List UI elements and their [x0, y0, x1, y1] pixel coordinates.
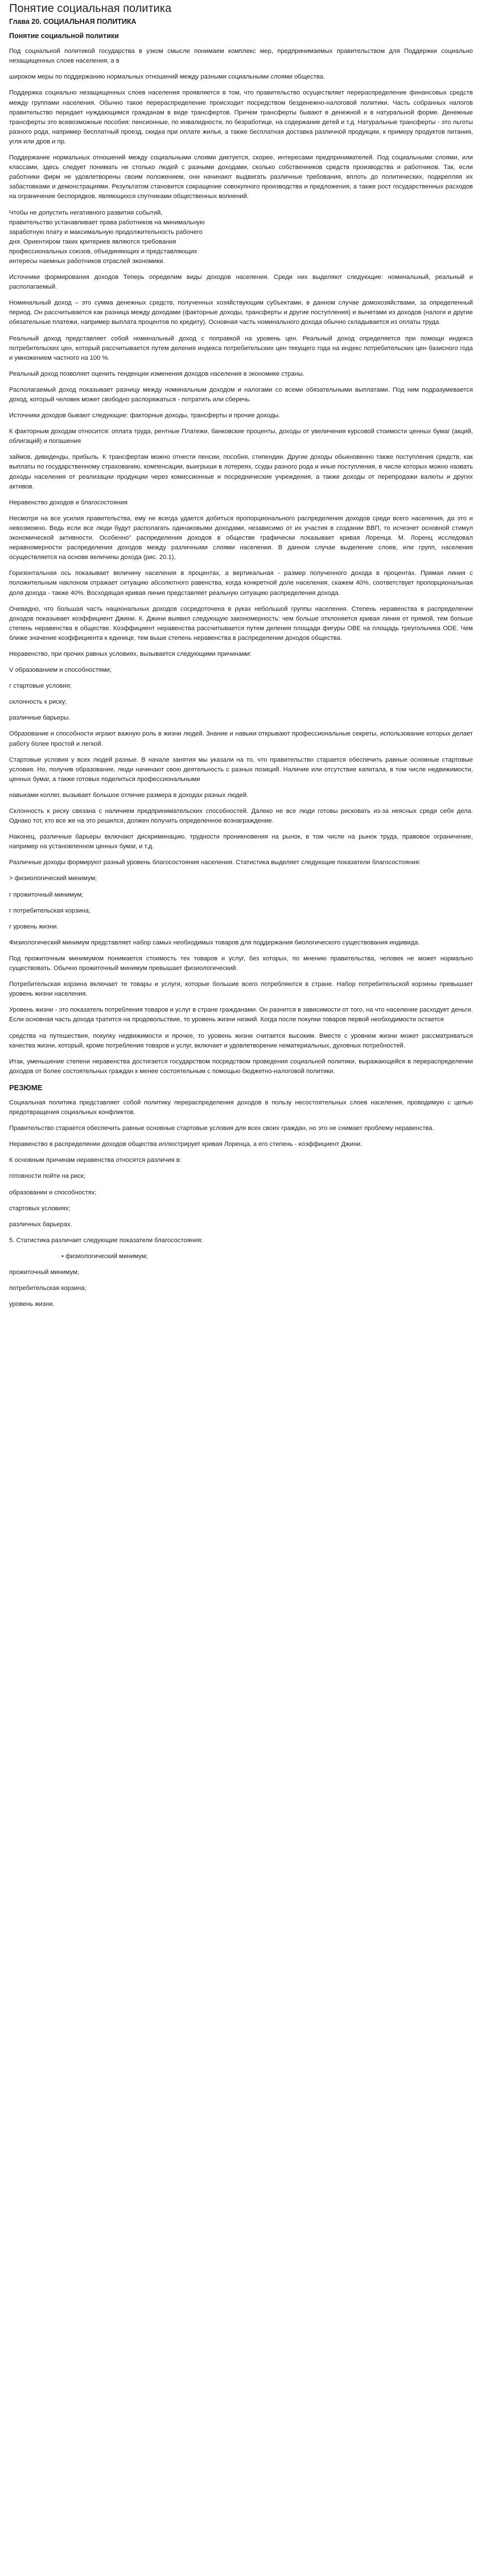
list-item: прожиточный минимум; [9, 1269, 79, 1276]
list-item: • физиологический минимум; [61, 1252, 148, 1260]
paragraph: Итак, уменьшение степени неравенства достигается государством посредством проведения социальной политики, выражающейся в перераспределении доходов от более состоятельных граждан к менее состоятельным с помощью бюджетно-налоговой политики. [9, 1058, 473, 1075]
paragraph: Социальная политика представляет собой политику перераспределения доходов в пользу несостоятельных слоев населения, проводимую с целью предотвращения социальных конфликтов. [9, 1099, 473, 1116]
paragraph: Неравенство в распределении доходов общества иллюстрирует кривая Лоренца, а его степень - коэффициент Джини. [9, 1141, 362, 1148]
text-line: дня. Ориентиром таких критериев являются требования [9, 238, 176, 245]
paragraph: Уровень жизни - это показатель потребления товаров и услуг в стране гражданами. Он разнится в зависимости от того, на что население расходует деньги. Если основная часть дохода тратится на продовольствие, то уровень жизни низкий. Когда после покупки товаров первой необходимости остается [9, 1006, 473, 1024]
text-line: интересы наемных работников отраслей экономики. [9, 257, 165, 265]
paragraph: Поддержка социально незащищенных слоев населения проявляется в том, что правительство осуществляет перераспределение финансовых средств между группами населения. Обычно такое перераспределение происходит посредством безденежно-налоговой политики. Часть собранных налогов правительство передает нуждающимся гражданам в виде трансфертов. Причем трансферты бывают в денежной и в натуральной форме. Денежные трансферты это всевозможные пособия: пенсионные, по инвалидности, по безработице, на содержание детей и т.д. Натуральные трансферты - это льготы разного рода, например бесплатный проезд, скидка при оплате жилья, а также бесплатная доставка различной продукции, к примеру продуктов питания, угля или дров и пр. [9, 89, 473, 145]
paragraph: Несмотря на все усилия правительства, ему не всегда удается добиться пропорционального распределения доходов среди всего населения, да это и невозможно. Ведь если все люди будут располагать одинаковыми доходами, независимо от их участия в создании ВВП, то исчезнет основной стимул экономической активности. Особенно" распределения доходов в обществе графически показывает кривая Лоренца. М. Лоренц исследовал неравномерности распределения доходов между различными слоями населения. В данном случае выделение слоев, или групп, населения осуществляется на основе величины дохода (рис. 20.1), [9, 515, 473, 561]
list-item: г прожиточный минимум; [9, 891, 84, 898]
paragraph: Стартовые условия у всех людей разные. В начале занятия мы указали на то, что правительство старается обеспечить равные основные стартовые условия. Но, получив образование, люди начинают свою деятельность с разных позиций. Наличие или отсутствие капитала, в том числе недвижимости, ценных бумаг, а также готовых поделиться профессиональными [9, 756, 473, 783]
resume-heading: РЕЗЮМЕ [9, 1083, 43, 1092]
paragraph: Под прожиточным минимумом понимается стоимость тех товаров и услуг, без которых, по мнению правительства, человек не может нормально существовать. Обычно прожиточный минимум превышает физиологический. [9, 955, 473, 972]
text-line: Чтобы не допустить негативного развития событий, [9, 209, 163, 216]
list-item: V образованием и способностями; [9, 667, 112, 674]
paragraph: Номинальный доход – это сумма денежных средств, полученных хозяйствующим субъектами, в данном случае домохозяйствами, за определенный период. Он рассчитывается как разница между доходами (факторные доходы, трансферты и другие поступления) и вычетами из доходов (налоги и другие обязательные платежи, например выплата процентов по кредиту). Основная часть номинального дохода обычно складывается из оплаты труда. [9, 299, 473, 326]
list-item: > физиологический минимум; [9, 875, 97, 882]
paragraph: Неравенство, при прочих равных условиях, вызывается следующими причинами: [9, 650, 252, 658]
paragraph: навыками коллег, вызывает большое отличие размера в доходах разных людей. [9, 791, 249, 799]
paragraph: Потребительская корзина включает те товары и услуги, которые большие всего потребляются в стране. Набор потребительской корзины превышает уровень жизни населения. [9, 981, 473, 998]
paragraph: широком меры по поддержанию нормальных отношений между разными социальными слоями общества. [9, 73, 325, 81]
paragraph: Источники доходов бывают следующие: факторные доходы, трансферты и прочие доходы. [9, 412, 281, 420]
page-title: Понятие социальная политика [9, 2, 172, 15]
paragraph: Реальный доход позволяет оценить тенденции изменения доходов населения в экономике страны. [9, 370, 304, 377]
paragraph: Под социальной политикой государства в узком смысле понимаем комплекс мер, предпринимаемых правительством для Поддержки социально незащищенных слоев населения, а в [9, 48, 473, 65]
paragraph: К основным причинам неравенства относятся различия в: [9, 1157, 182, 1164]
paragraph: Физиологический минимум представляет набор самых необходимых товаров для поддержания биологического существования индивида. [9, 939, 420, 946]
text-line: заработную плату и максимальную продолжительность рабочего [9, 228, 203, 236]
paragraph: Источники формирования доходов Теперь определим виды доходов населения. Среди них выделяют следующие: номинальный, реальный и располагаемый. [9, 274, 473, 291]
list-item: г потребительская корзина; [9, 907, 90, 914]
paragraph: Поддержание нормальных отношений между социальными слоями диктуется, скорее, интересами предпринимателей. Под социальными слоями, или классами, здесь следует понимать не столько людей с разными доходами, сколько собственников средств производства и работников. Так, если работники фирм не удовлетворены своим положением, они начинают выдвигать различные требования, вплоть до политических, подкрепляя их забастовками и демонстрациями. Результатом становится сокращение совокупного производства и предложения, а также рост государственных расходов на ограничение беспорядков, являющихся спутниками общественных волнений. [9, 154, 473, 200]
list-item: образовании и способностях; [9, 1189, 97, 1196]
list-item: г стартовые условия; [9, 683, 72, 690]
paragraph: Образование и способности играют важную роль в жизни людей. Знание и навыки открывают профессиональные секреты, использование которых делает работу более простой и легкой. [9, 730, 473, 747]
document [5, 0, 477, 1324]
numbered-item: 5. Статистика различает следующие показатели благосостояния: [9, 1236, 203, 1244]
list-item: потребительская корзина; [9, 1285, 86, 1292]
paragraph: Наконец, различные барьеры включают дискриминацию, трудности проникновения на рынок, в том числе на рынок труда, правовое ограничение, например на установленном ценных бумаг, и т.д. [9, 833, 473, 851]
list-item: различных барьерах. [9, 1221, 72, 1228]
paragraph: Различные доходы формируют разный уровень благосостояния населения. Статистика выделяет следующие показатели благосостояния: [9, 859, 421, 866]
text-block [9, 208, 473, 267]
list-item: г уровень жизни. [9, 923, 59, 930]
paragraph: Очевидно, что большая часть национальных доходов сосредоточена в руках небольшой группы населения. Степень неравенства в распределении доходов показывает коэффициент Джини. К. Джини выявил следующую закономерность: чем больше отклоняется кривая линия от прямой, тем больше степень неравенства в обществе. Коэффициент неравенства рассчитывается путем деления площади фигуры OBE на площадь треугольника ODE. Чем ближе значение коэффициента к единице, тем выше степень неравенства в распределении доходов общества. [9, 605, 473, 642]
paragraph: средства на путешествия, покупку недвижимости и прочее, то уровень жизни считается высоким. Вместе с уровнем жизни может рассматриваться качества жизни, который, кроме потребления товаров и услуг, включает и удовлетворение нематериальных, духовных потребностей. [9, 1032, 473, 1049]
paragraph: Располагаемый доход показывает разницу между номинальным доходом и налогами со всеми обязательными выплатами. Под ним подразумевается доход, который человек может свободно распоряжаться - потратить или сберечь. [9, 386, 473, 403]
paragraph: К факторным доходам относится: оплата труда, рентные Платежи, банковские проценты, доходы от увеличения курсовой стоимости ценных бумаг (акций, облигаций) и погашения [9, 428, 473, 445]
text-line: профессиональных союзов, объединяющих и представляющих [9, 248, 197, 255]
paragraph: Горизонтальная ось показывает величину населения в процентах, а вертикальная - размер полученного дохода в процентах. Прямая линия с положительным наклоном отражает ситуацию абсолютного равенства, когда конкретной доле населения, скажем 40%, соответствует пропорциональная доля дохода - также 40%. Восходящая кривая линия представляет реальную ситуацию распределения дохода. [9, 570, 473, 597]
paragraph: Реальный доход представляет собой номинальный доход с поправкой на уровень цен. Реальный доход определяется при помощи индекса потребительских цен, который рассчитывается путем деления индекса потребительских цен текущего года на индекс потребительских цен базисного года и умножением частного на 100 %. [9, 335, 473, 361]
list-item: склонность к риску; [9, 699, 67, 706]
list-item: различные барьеры. [9, 714, 71, 722]
list-item: стартовых условиях; [9, 1205, 71, 1212]
text-line: правительство устанавливает права работников на минимальную [9, 219, 205, 226]
list-item: уровень жизни. [9, 1301, 55, 1308]
paragraph: займов, дивиденды, прибыль. К трансфертам можно отнести пенсии, пособия, стипендии. Другие доходы обыкновенно также поступления средств, как выплаты по государственному страхованию, компенсации, выигрыши в лотереях, ссуды разного рода и иные поступления, в числе которых можно назвать доходы населения от реализации продукции через комиссионные и посреднические учреждения, а также доходы от перепродажи валюты и других активов. [9, 454, 473, 490]
list-item: готовности пойти на риск; [9, 1173, 86, 1180]
chapter-heading: Глава 20. СОЦИАЛЬНАЯ ПОЛИТИКА [9, 18, 137, 26]
paragraph: Склонность к риску связана с наличием предпринимательских способностей. Далеко не все люди готовы рисковать из-за неясных среди себя дела. Однако тот, кто все же на это решился, должен получить определенное вознаграждение. [9, 808, 473, 825]
paragraph: Правительство старается обеспечить равные основные стартовые условия для всех своих граждан, но это не снимает проблему неравенства. [9, 1125, 434, 1132]
subheading: Неравенство доходов и благосостояния [9, 499, 128, 506]
section-heading: Понятие социальной политики [9, 32, 119, 40]
